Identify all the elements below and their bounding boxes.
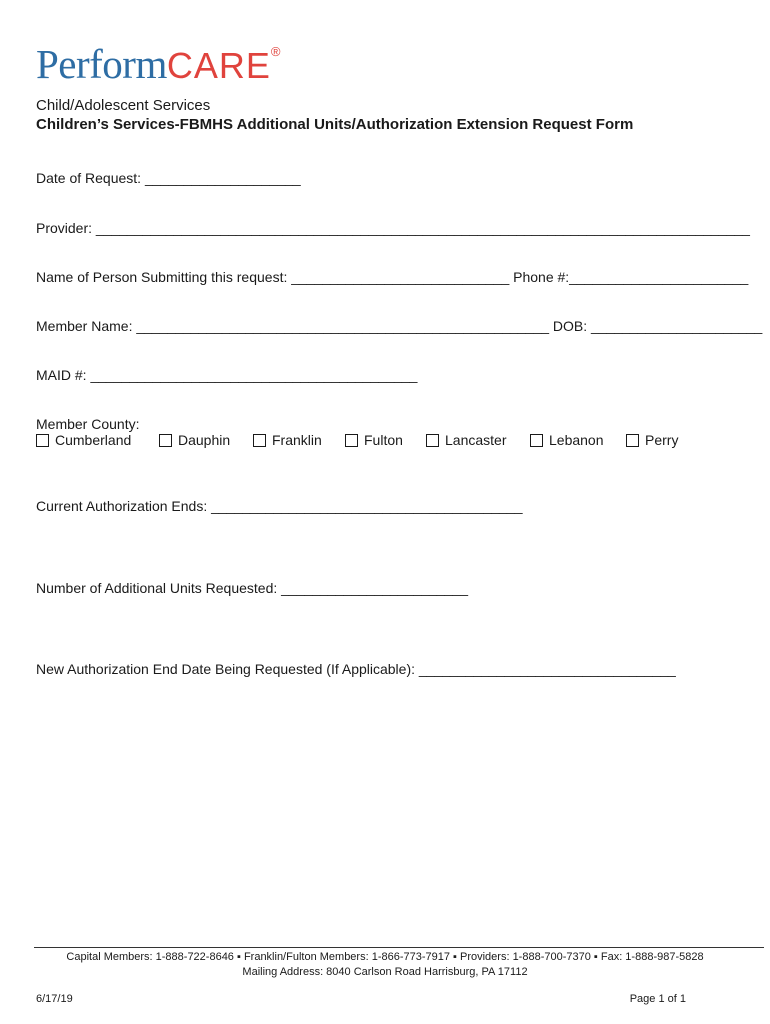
county-option-perry[interactable] (626, 432, 678, 448)
logo-care-text: CARE (166, 45, 271, 86)
registered-mark: ® (270, 44, 281, 59)
submitter-phone-field[interactable]: Name of Person Submitting this request: ____________________________ Phone #:_______________________ (36, 269, 749, 285)
county-option-lancaster[interactable] (426, 432, 506, 448)
member-name-dob-field[interactable]: Member Name: _____________________________________________________ DOB: ______________________ (36, 318, 763, 334)
footer-mailing-address: Mailing Address: 8040 Carlson Road Harrisburg, PA 17112 (242, 966, 528, 978)
provider-field[interactable]: Provider: ____________________________________________________________________________________ (36, 220, 750, 236)
county-option-lebanon[interactable] (530, 432, 604, 448)
county-label-lebanon: Lebanon (549, 432, 604, 448)
county-label-franklin: Franklin (272, 432, 322, 448)
checkbox-icon[interactable] (159, 434, 172, 447)
page-number: Page 1 of 1 (629, 993, 686, 1005)
county-option-franklin[interactable] (253, 432, 322, 448)
new-authorization-end-field[interactable]: New Authorization End Date Being Requested (If Applicable): _________________________________ (36, 661, 676, 677)
county-option-dauphin[interactable] (159, 432, 230, 448)
maid-field[interactable]: MAID #: __________________________________________ (36, 367, 418, 383)
checkbox-icon[interactable] (253, 434, 266, 447)
checkbox-icon[interactable] (626, 434, 639, 447)
performcare-logo (36, 40, 280, 90)
revision-date: 6/17/19 (36, 993, 73, 1005)
checkbox-icon[interactable] (426, 434, 439, 447)
county-label-lancaster: Lancaster (445, 432, 507, 448)
form-title: Children’s Services-FBMHS Additional Units/Authorization Extension Request Form (36, 116, 634, 133)
member-county-label: Member County: (36, 416, 140, 432)
logo-perform-text: Perform (36, 41, 167, 87)
additional-units-field[interactable]: Number of Additional Units Requested: ________________________ (36, 580, 469, 596)
section-heading: Child/Adolescent Services (36, 97, 211, 114)
date-of-request-field[interactable]: Date of Request: ____________________ (36, 170, 301, 186)
county-label-perry: Perry (645, 432, 679, 448)
checkbox-icon[interactable] (530, 434, 543, 447)
checkbox-icon[interactable] (36, 434, 49, 447)
county-label-cumberland: Cumberland (55, 432, 132, 448)
footer-divider (34, 947, 764, 948)
footer-contact-numbers: Capital Members: 1-888-722-8646 ▪ Franklin/Fulton Members: 1-866-773-7917 ▪ Providers: 1-888-700-7370 ▪ Fax: 1-888-987-5828 (66, 951, 704, 963)
checkbox-icon[interactable] (345, 434, 358, 447)
county-label-fulton: Fulton (364, 432, 403, 448)
current-authorization-ends-field[interactable]: Current Authorization Ends: ________________________________________ (36, 498, 523, 514)
county-option-fulton[interactable] (345, 432, 403, 448)
county-label-dauphin: Dauphin (178, 432, 231, 448)
county-option-cumberland[interactable] (36, 432, 131, 448)
